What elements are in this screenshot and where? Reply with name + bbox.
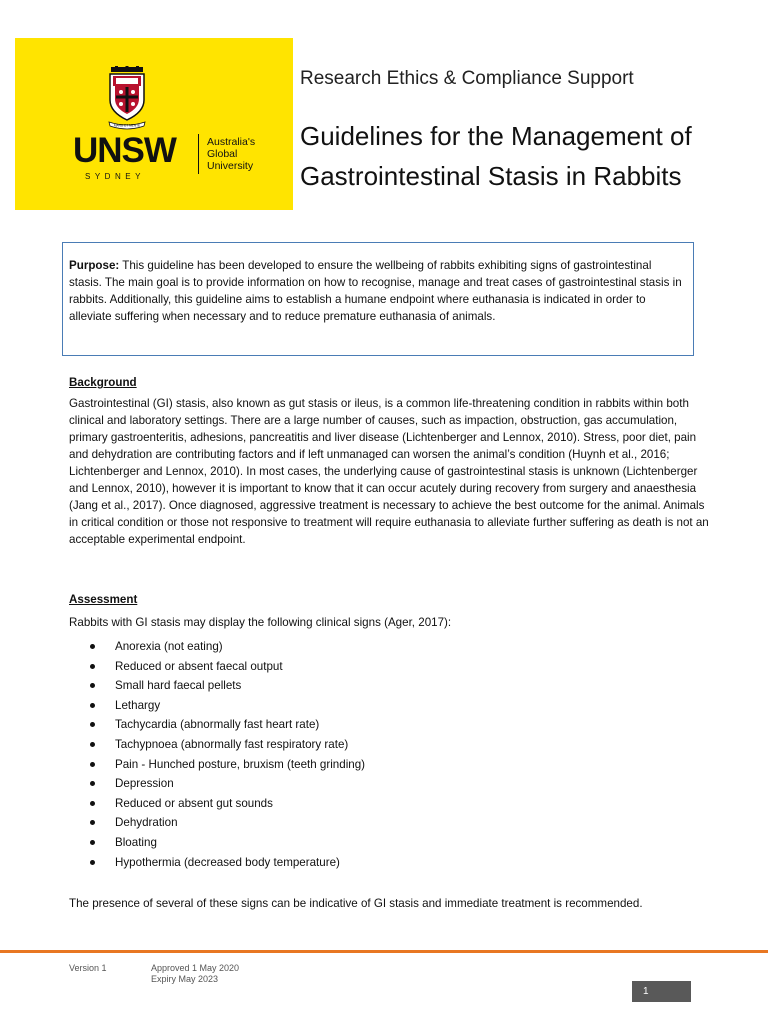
bullet-icon <box>90 683 95 688</box>
sign-text: Small hard faecal pellets <box>115 679 242 693</box>
bullet-icon <box>90 762 95 767</box>
sign-text: Dehydration <box>115 816 178 830</box>
list-item <box>88 677 365 697</box>
purpose-label: Purpose: <box>69 259 120 272</box>
assessment-intro: Rabbits with GI stasis may display the following clinical signs (Ager, 2017): <box>69 616 452 629</box>
tagline-line: Australia's <box>207 136 256 148</box>
sign-text: Tachypnoea (abnormally fast respiratory rate) <box>115 737 349 751</box>
assessment-heading: Assessment <box>69 593 138 606</box>
sign-text: Anorexia (not eating) <box>115 640 223 653</box>
list-item <box>88 795 365 815</box>
expiry-date: Expiry May 2023 <box>151 974 219 984</box>
list-item <box>88 658 365 678</box>
crest-motto: MANU ET MENTE <box>113 123 141 128</box>
background-text: Gastrointestinal (GI) stasis, also known as gut stasis or ileus, is a common life-threatening condition in rabbits within both clinical and laboratory settings. There are a large number of causes, such as impaction, obstruction, gas accumulation, primary gastroenteritis, adhesions, pancreatitis and liver disease (Lichtenberger and Lennox, 2010). Stress, poor diet, pain and dehydration are contributing factors and if left unmanaged can worsen the animal’s condition (Huynh et al., 2016; Lichtenberger and Lennox, 2010). In most cases, the underlying cause of gastrointestinal stasis is unknown (Lichtenberger and Lennox, 2010), however it is important to know that it can occur acutely during recovery from surgery and anaesthesia (Jang et al., 2017). Once diagnosed, aggressive treatment is necessary to achieve the best outcome for the animal. Animals in critical condition or those not responsive to treatment will require euthanasia to alleviate further suffering as death is not an acceptable experimental endpoint. <box>69 397 709 546</box>
sydney-wordmark: SYDNEY <box>85 172 145 181</box>
logo-tagline <box>207 136 255 172</box>
bullet-icon <box>90 801 95 806</box>
bullet-icon <box>90 840 95 845</box>
approved-date: Approved 1 May 2020 <box>151 963 240 973</box>
logo-divider <box>198 134 199 174</box>
document-title <box>300 116 760 196</box>
unsw-logo <box>15 38 293 210</box>
bullet-icon <box>90 644 95 649</box>
bullet-icon <box>90 742 95 747</box>
bullet-icon <box>90 860 95 865</box>
purpose-box <box>62 242 694 356</box>
sign-text: Depression <box>115 777 174 791</box>
sign-text: Reduced or absent gut sounds <box>115 796 273 810</box>
page-number: 1 <box>632 981 691 1002</box>
sign-text: Pain - Hunched posture, bruxism (teeth grinding) <box>115 757 366 771</box>
sign-text: Lethargy <box>115 698 161 712</box>
unsw-wordmark: UNSW <box>73 131 176 170</box>
title-line: Gastrointestinal Stasis in Rabbits <box>300 161 682 191</box>
sign-text: Hypothermia (decreased body temperature) <box>115 855 340 869</box>
footer-divider <box>0 950 768 953</box>
department-name: Research Ethics & Compliance Support <box>300 68 634 89</box>
list-item <box>88 756 365 776</box>
clinical-signs-list <box>88 638 365 873</box>
bullet-icon <box>90 820 95 825</box>
bullet-icon <box>90 722 95 727</box>
list-item <box>88 814 365 834</box>
sign-text: Tachycardia (abnormally fast heart rate) <box>115 718 320 732</box>
title-line: Guidelines for the Management of <box>300 121 692 151</box>
sign-text: Bloating <box>115 835 157 849</box>
list-item <box>88 638 365 658</box>
sign-text: Reduced or absent faecal output <box>115 659 283 673</box>
list-item <box>88 716 365 736</box>
bullet-icon <box>90 664 95 669</box>
list-item <box>88 775 365 795</box>
unsw-crest-icon <box>107 66 147 130</box>
list-item <box>88 736 365 756</box>
tagline-line: Global <box>207 148 238 160</box>
assessment-closing: The presence of several of these signs can be indicative of GI stasis and immediate treatment is recommended. <box>69 897 643 910</box>
bullet-icon <box>90 781 95 786</box>
bullet-icon <box>90 703 95 708</box>
list-item <box>88 697 365 717</box>
list-item <box>88 854 365 874</box>
background-heading: Background <box>69 376 137 389</box>
tagline-line: University <box>207 160 254 172</box>
list-item <box>88 834 365 854</box>
version-label: Version 1 <box>69 963 107 973</box>
purpose-text: This guideline has been developed to ensure the wellbeing of rabbits exhibiting signs of gastrointestinal stasis. The main goal is to provide information on how to recognise, manage and treat cases of gastrointestinal stasis in rabbits. Additionally, this guideline aims to establish a humane endpoint where euthanasia is indicated in order to alleviate suffering when necessary and to reduce premature euthanasia of animals. <box>69 259 682 323</box>
